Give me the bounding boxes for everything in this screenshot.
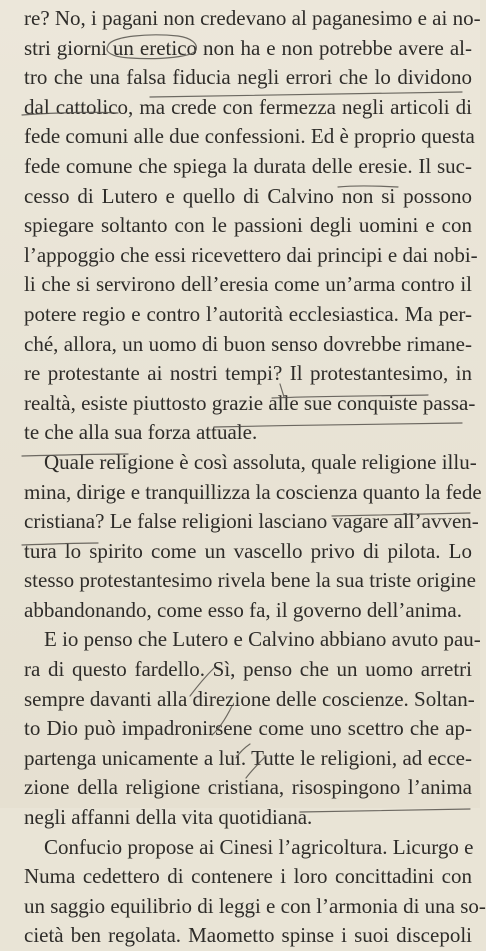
text-line: realtà, esiste piuttosto grazie alle sue conquiste passa- — [24, 390, 476, 415]
text-line: mina, dirige e tranquillizza la coscienza quanto la fede — [24, 479, 482, 504]
text-line: dal cattolico, ma crede con fermezza negli articoli di — [24, 94, 472, 119]
text-line: abbandonando, come esso fa, il governo dell’anima. — [24, 597, 462, 622]
text-line: ché, allora, un uomo di buon senso dovrebbe rimane- — [24, 331, 472, 356]
text-line: un saggio equilibrio di leggi e con l’armonia di una so- — [24, 893, 486, 918]
text-line: negli affanni della vita quotidiana. — [24, 805, 313, 830]
text-line: potere regio e contro l’autorità ecclesiastica. Ma per- — [24, 301, 472, 326]
text-line: cesso di Lutero e quello di Calvino non si possono — [24, 183, 472, 208]
text-line: Quale religione è così assoluta, quale religione illu- — [44, 449, 477, 474]
text-line: re? No, i pagani non credevano al paganesimo e ai no- — [24, 6, 481, 30]
text-line: cietà ben regolata. Maometto spinse i suoi discepoli — [24, 923, 472, 948]
text-line: stesso protestantesimo rivela bene la sua triste origine — [24, 568, 476, 593]
text-line: spiegare soltanto con le passioni degli uomini e con — [24, 213, 472, 238]
text-line: partenga unicamente a lui. Tutte le religioni, ad ecce- — [24, 745, 472, 770]
text-line: l’appoggio che essi ricevettero dai principi e dai nobi- — [24, 242, 478, 267]
body-text — [24, 4, 486, 951]
text-line: cristiana? Le false religioni lasciano vagare all’avven- — [24, 509, 479, 534]
text-line: E io penso che Lutero e Calvino abbiano avuto pau- — [44, 627, 481, 652]
text-line: Confucio propose ai Cinesi l’agricoltura. Licurgo e — [44, 834, 474, 859]
text-line: sempre davanti alla direzione delle coscienze. Soltan- — [24, 686, 475, 711]
text-line: tura lo spirito come un vascello privo di pilota. Lo — [24, 538, 472, 563]
text-line: zione della religione cristiana, risospingono l’anima — [24, 775, 472, 800]
text-line: tro che una falsa fiducia negli errori che lo dividono — [24, 65, 472, 90]
text-line: to Dio può impadronirsene come uno scettro che ap- — [24, 716, 472, 741]
text-line: ra di questo fardello. Sì, penso che un uomo arretri — [24, 657, 472, 682]
text-line: fede comune che spiega la durata delle eresie. Il suc- — [24, 153, 472, 178]
text-line: fede comuni alle due confessioni. Ed è proprio questa — [24, 124, 475, 149]
text-line: re protestante ai nostri tempi? Il protestantesimo, in — [24, 361, 472, 386]
text-line: li che si servirono dell’eresia come un’arma contro il — [24, 272, 472, 297]
text-line: te che alla sua forza attuale. — [24, 420, 258, 445]
text-line: stri giorni un eretico non ha e non potrebbe avere al- — [24, 35, 472, 60]
text-line: Numa cedettero di contenere i loro concittadini con — [24, 864, 472, 889]
